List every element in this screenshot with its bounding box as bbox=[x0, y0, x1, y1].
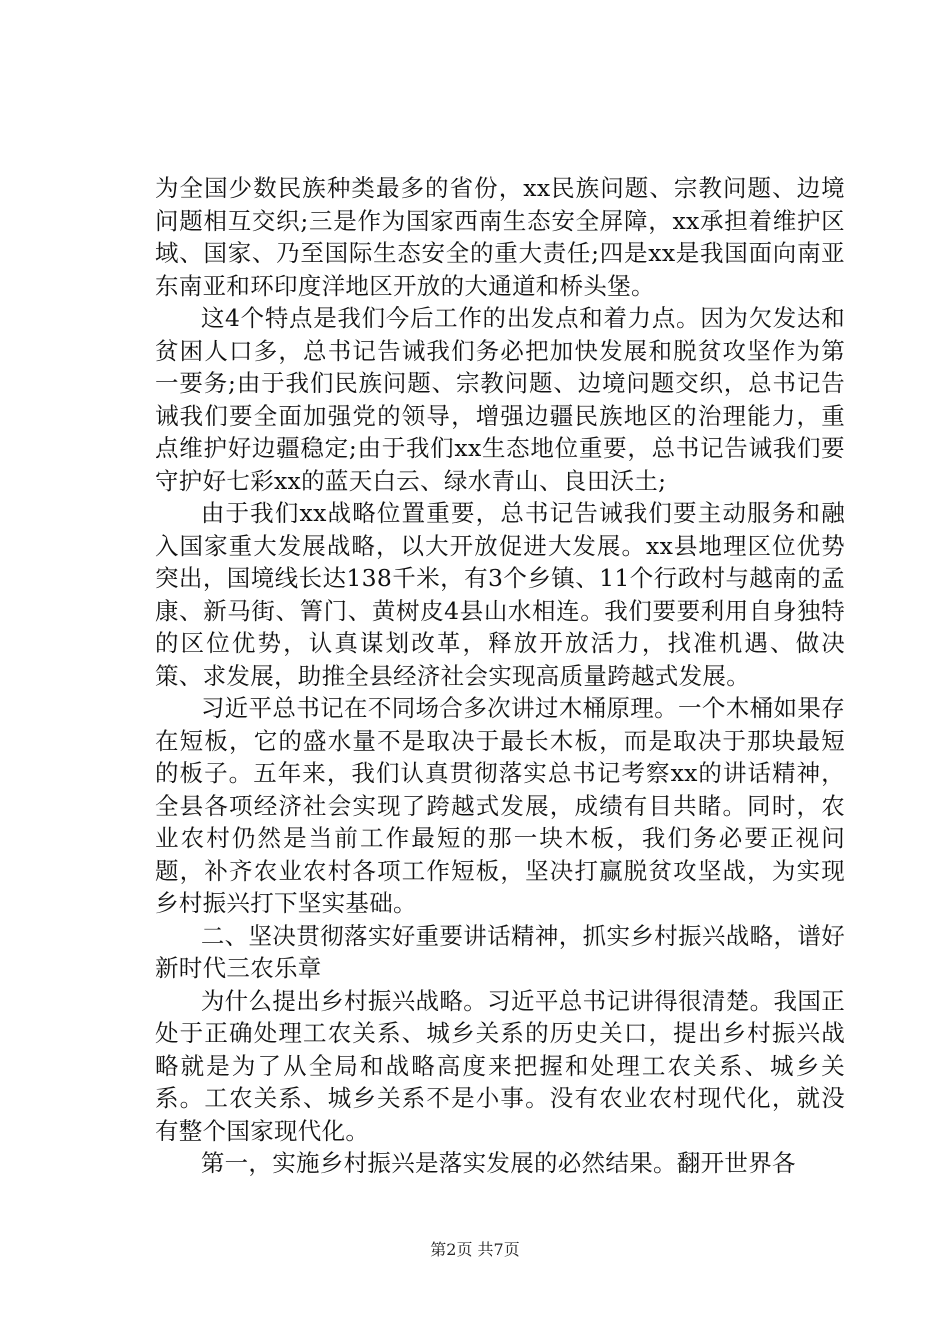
paragraph-6: 第一，实施乡村振兴是落实发展的必然结果。翻开世界各 bbox=[200, 1149, 796, 1177]
page-footer bbox=[0, 1240, 950, 1260]
paragraph-1: 为全国少数民族种类最多的省份，xx民族问题、宗教问题、边境问题相互交织;三是作为国家西南生态安全屏障，xx承担着维护区域、国家、乃至国际生态安全的重大责任;四是xx是我国面向南亚东南亚和环印度洋地区开放的大通道和桥头堡。 bbox=[155, 174, 845, 300]
paragraph-5: 为什么提出乡村振兴战略。习近平总书记讲得很清楚。我国正处于正确处理工农关系、城乡关系的历史关口，提出乡村振兴战略就是为了从全局和战略高度来把握和处理工农关系、城乡关系。工农关系、城乡关系不是小事。没有农业农村现代化，就没有整个国家现代化。 bbox=[155, 986, 845, 1145]
paragraph-2: 这4个特点是我们今后工作的出发点和着力点。因为欠发达和贫困人口多，总书记告诫我们务必把加快发展和脱贫攻坚作为第一要务;由于我们民族问题、宗教问题、边境问题交织，总书记告诫我们要全面加强党的领导，增强边疆民族地区的治理能力，重点维护好边疆稳定;由于我们xx生态地位重要，总书记告诫我们要守护好七彩xx的蓝天白云、绿水青山、良田沃土; bbox=[155, 304, 845, 495]
paragraph-3: 由于我们xx战略位置重要，总书记告诫我们要主动服务和融入国家重大发展战略，以大开放促进大发展。xx县地理区位优势突出，国境线长达138千米，有3个乡镇、11个行政村与越南的孟康、新马街、箐门、黄树皮4县山水相连。我们要要利用自身独特的区位优势，认真谋划改革，释放开放活力，找准机遇、做决策、求发展，助推全县经济社会实现高质量跨越式发展。 bbox=[155, 499, 845, 690]
paragraph-4: 习近平总书记在不同场合多次讲过木桶原理。一个木桶如果存在短板，它的盛水量不是取决于最长木板，而是取决于那块最短的板子。五年来，我们认真贯彻落实总书记考察xx的讲话精神，全县各项经济社会实现了跨越式发展，成绩有目共睹。同时，农业农村仍然是当前工作最短的那一块木板，我们务必要正视问题，补齐农业农村各项工作短板，坚决打赢脱贫攻坚战，为实现乡村振兴打下坚实基础。 bbox=[155, 694, 845, 917]
section-heading: 二、坚决贯彻落实好重要讲话精神，抓实乡村振兴战略，谱好新时代三农乐章 bbox=[155, 921, 845, 982]
document-body bbox=[155, 172, 845, 1180]
page-number-label: 第2页 共7页 bbox=[430, 1240, 520, 1259]
